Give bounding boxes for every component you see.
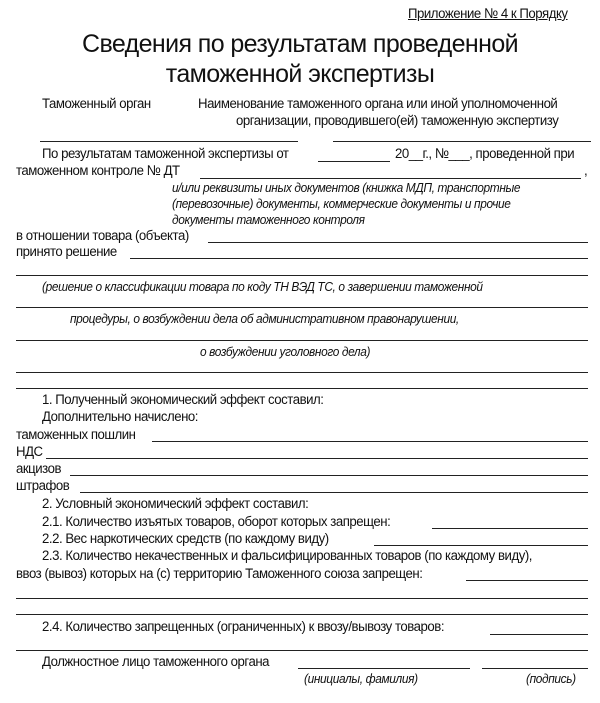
results-label-a: По результатам таможенной экспертизы от [42, 146, 289, 162]
goods-label: в отношении товара (объекта) [16, 228, 189, 244]
goods-field[interactable] [208, 242, 588, 243]
declaration-number-field[interactable] [200, 178, 581, 179]
page-title-line2: таможенной экспертизы [165, 60, 435, 88]
signature-field[interactable] [482, 668, 588, 669]
item23-field-2[interactable] [16, 598, 588, 599]
item24-label: 2.4. Количество запрещенных (ограниченных) к ввозу/вывозу товаров: [42, 619, 445, 635]
item23-field[interactable] [466, 580, 588, 581]
vat-field[interactable] [46, 458, 588, 459]
item24-field[interactable] [490, 634, 588, 635]
docs-note-line2: (перевозочные) документы, коммерческие документы и прочие [172, 196, 511, 211]
decision-field-3[interactable] [16, 307, 588, 308]
initials-note: (инициалы, фамилия) [304, 671, 418, 686]
decision-field-6[interactable] [16, 388, 588, 389]
additionally-label: Дополнительно начислено: [42, 409, 198, 425]
item22-field[interactable] [374, 545, 588, 546]
decision-field-4[interactable] [16, 340, 588, 341]
docs-note-line1: и/или реквизиты иных документов (книжка МДП, транспортные [172, 180, 521, 195]
docs-note-line3: документы таможенного контроля [172, 212, 365, 227]
customs-body-label: Таможенный орган [42, 96, 151, 112]
decision-note-line1: (решение о классификации товара по коду ТН ВЭД ТС, о завершении таможенной [42, 279, 483, 294]
official-label: Должностное лицо таможенного органа [42, 654, 270, 670]
initials-field[interactable] [298, 668, 470, 669]
page-title-line1: Сведения по результатам проведенной [82, 30, 518, 58]
comma: , [584, 163, 588, 179]
effect1-label: 1. Полученный экономический эффект составил: [42, 392, 324, 408]
vat-label: НДС [16, 444, 43, 460]
org-label-line1: Наименование таможенного органа или иной уполномоченной [198, 96, 558, 112]
appendix-label: Приложение № 4 к Порядку [408, 6, 568, 22]
item23-label-line2: ввоз (вывоз) которых на (с) территорию Таможенного союза запрещен: [16, 566, 423, 582]
signature-note: (подпись) [526, 671, 576, 686]
expertise-date-field[interactable] [318, 161, 390, 162]
decision-note-line2: процедуры, о возбуждении дела об административном правонарушении, [70, 311, 459, 326]
item21-label: 2.1. Количество изъятых товаров, оборот которых запрещен: [42, 514, 391, 530]
item22-label: 2.2. Вес наркотических средств (по каждому виду) [42, 531, 329, 547]
decision-field-5[interactable] [16, 372, 588, 373]
fines-field[interactable] [80, 492, 588, 493]
item23-label-line1: 2.3. Количество некачественных и фальсифицированных товаров (по каждому виду), [42, 548, 532, 564]
fines-label: штрафов [16, 478, 70, 494]
duties-field[interactable] [152, 441, 588, 442]
customs-body-field[interactable] [40, 141, 298, 142]
excise-label: акцизов [16, 461, 62, 477]
org-name-field[interactable] [333, 141, 591, 142]
decision-field[interactable] [130, 258, 588, 259]
results-year-number: 20__г., №___, проведенной при [395, 146, 575, 162]
item21-field[interactable] [432, 528, 588, 529]
effect2-label: 2. Условный экономический эффект составил: [42, 496, 309, 512]
decision-note-line3: о возбуждении уголовного дела) [200, 344, 371, 359]
duties-label: таможенных пошлин [16, 427, 136, 443]
decision-field-2[interactable] [16, 275, 588, 276]
results-label-b: таможенном контроле № ДТ [16, 163, 180, 179]
item24-field-2[interactable] [16, 650, 588, 651]
excise-field[interactable] [70, 475, 588, 476]
org-label-line2: организации, проводившего(ей) таможенную экспертизу [236, 113, 559, 129]
decision-label: принято решение [16, 244, 117, 260]
item23-field-3[interactable] [16, 614, 588, 615]
